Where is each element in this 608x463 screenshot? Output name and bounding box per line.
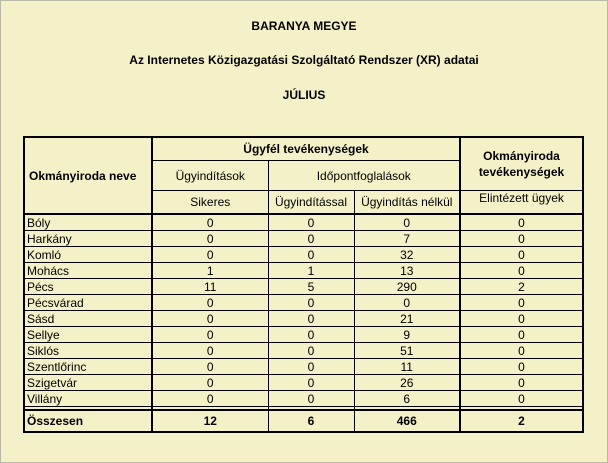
office-name-cell: Pécs [24,279,152,295]
cell-completed: 0 [460,295,583,311]
cell-with-case: 0 [268,231,354,247]
cell-successful: 0 [152,359,268,375]
header-successful: Sikeres [152,191,268,215]
table-row [24,214,583,231]
cell-with-case: 1 [268,263,354,279]
header-client-activities: Ügyfél tevékenységek [152,137,460,161]
cell-successful: 0 [152,247,268,263]
county-title: BARANYA MEGYE [251,19,357,33]
cell-completed: 0 [460,391,583,407]
cell-successful: 0 [152,343,268,359]
total-with-case: 6 [268,410,354,432]
table-row [24,343,583,359]
office-name-cell: Bóly [24,214,152,231]
office-name-cell: Szentlőrinc [24,359,152,375]
office-name-cell: Mohács [24,263,152,279]
cell-without-case: 0 [354,214,460,231]
cell-with-case: 0 [268,214,354,231]
cell-successful: 11 [152,279,268,295]
cell-without-case: 290 [354,279,460,295]
cell-with-case: 0 [268,391,354,407]
cell-completed: 0 [460,343,583,359]
cell-without-case: 0 [354,295,460,311]
statistics-table [23,136,584,433]
table-row [24,247,583,263]
cell-without-case: 7 [354,231,460,247]
cell-with-case: 0 [268,359,354,375]
cell-completed: 0 [460,214,583,231]
cell-without-case: 32 [354,247,460,263]
total-without-case: 466 [354,410,460,432]
table-row [24,327,583,343]
table-row [24,231,583,247]
cell-with-case: 0 [268,327,354,343]
cell-completed: 0 [460,263,583,279]
cell-successful: 0 [152,311,268,327]
table-row [24,359,583,375]
cell-without-case: 13 [354,263,460,279]
header-with-case: Ügyindítással [268,191,354,215]
table-row [24,375,583,391]
cell-completed: 0 [460,359,583,375]
cell-with-case: 5 [268,279,354,295]
cell-completed: 0 [460,375,583,391]
table-row [24,311,583,327]
office-name-cell: Komló [24,247,152,263]
header-without-case: Ügyindítás nélkül [354,191,460,215]
total-label: Összesen [24,410,152,432]
cell-completed: 2 [460,279,583,295]
cell-with-case: 0 [268,247,354,263]
table-row [24,295,583,311]
office-name-cell: Szigetvár [24,375,152,391]
table-row [24,391,583,407]
cell-successful: 0 [152,214,268,231]
total-completed: 2 [460,410,583,432]
table-row [24,279,583,295]
cell-with-case: 0 [268,311,354,327]
cell-successful: 0 [152,391,268,407]
header-initiations: Ügyindítások [152,161,268,191]
report-subtitle: Az Internetes Közigazgatási Szolgáltató Rendszer (XR) adatai [129,53,479,67]
office-name-cell: Pécsvárad [24,295,152,311]
total-row [24,410,583,432]
cell-completed: 0 [460,311,583,327]
cell-without-case: 21 [354,311,460,327]
office-name-cell: Villány [24,391,152,407]
cell-completed: 0 [460,231,583,247]
total-successful: 12 [152,410,268,432]
header-office-activities: Okmányiroda tevékenységek [460,137,583,191]
cell-successful: 0 [152,295,268,311]
cell-without-case: 26 [354,375,460,391]
cell-with-case: 0 [268,295,354,311]
cell-successful: 0 [152,375,268,391]
table-row [24,263,583,279]
cell-without-case: 11 [354,359,460,375]
header-completed: Elintézett ügyek [460,191,583,215]
cell-completed: 0 [460,247,583,263]
header-office-name: Okmányiroda neve [24,137,152,214]
cell-with-case: 0 [268,375,354,391]
cell-successful: 1 [152,263,268,279]
office-name-cell: Sellye [24,327,152,343]
office-name-cell: Harkány [24,231,152,247]
cell-without-case: 9 [354,327,460,343]
month-title: JÚLIUS [282,88,326,102]
cell-without-case: 51 [354,343,460,359]
header-appointments: Időpontfoglalások [268,161,460,191]
cell-successful: 0 [152,231,268,247]
office-name-cell: Sásd [24,311,152,327]
cell-with-case: 0 [268,343,354,359]
cell-successful: 0 [152,327,268,343]
cell-completed: 0 [460,327,583,343]
cell-without-case: 6 [354,391,460,407]
office-name-cell: Siklós [24,343,152,359]
